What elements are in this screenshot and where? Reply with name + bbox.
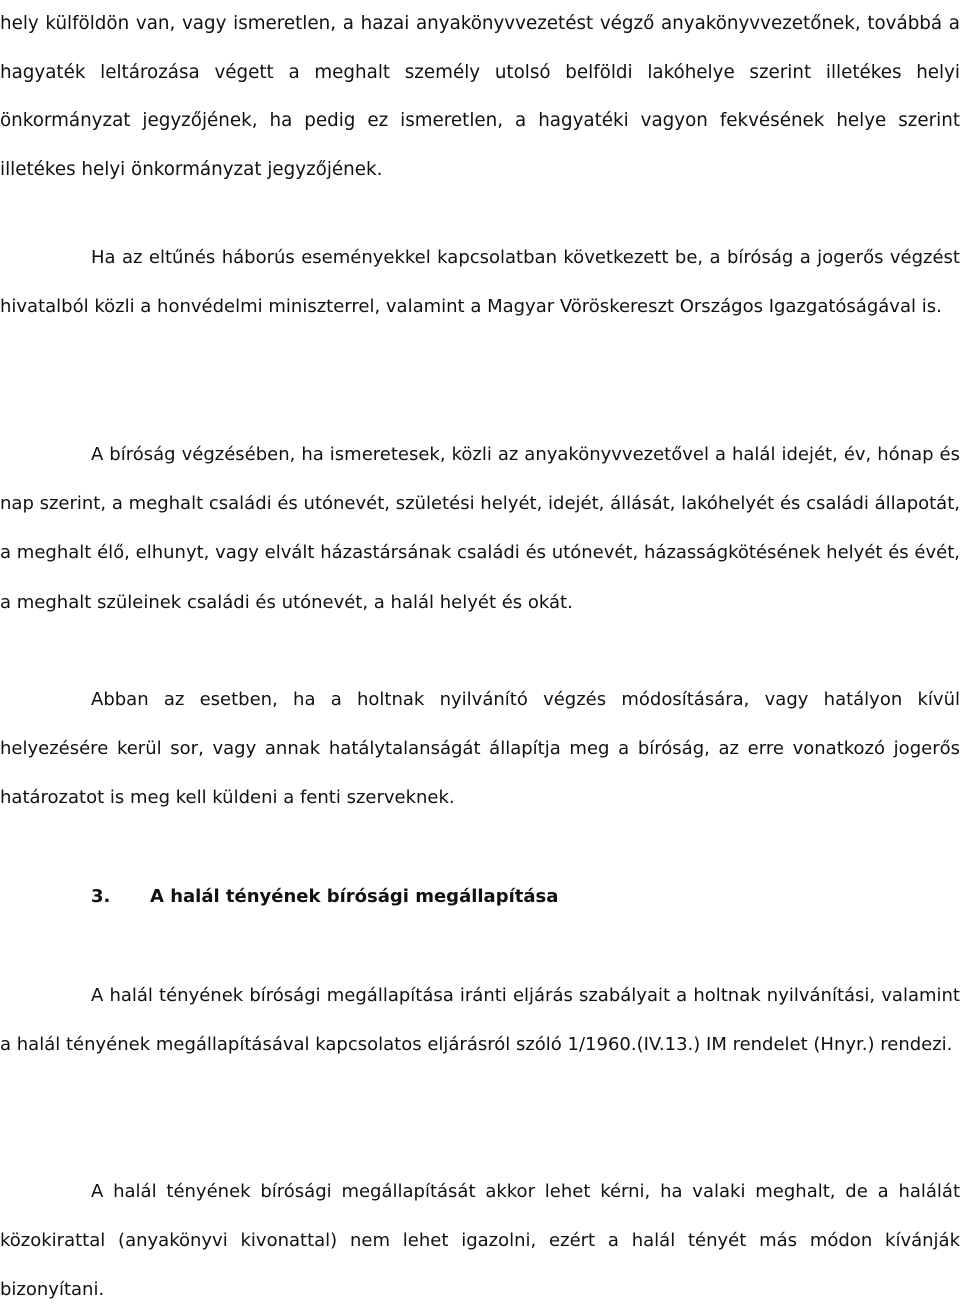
paragraph-court-order-details: A bíróság végzésében, ha ismeretesek, közli az anyakönyvvezetővel a halál idejét, év, hónap és nap szerint, a meghalt családi és utónevét, születési helyét, idejét, állását, lakóhelyét és családi állapotát, a meghalt élő, elhunyt, vagy elvált házastársának családi és utónevét, házasságkötésének helyét és évét, a meghalt szüleinek családi és utónevét, a halál helyét és okát. — [0, 444, 960, 613]
paragraph-when-requestable: A halál tényének bírósági megállapítását akkor lehet kérni, ha valaki meghalt, de a halálát közokirattal (anyakönyvi kivonattal) nem lehet igazolni, ezért a halál tényét más módon kívánják bizonyítani. — [0, 1181, 960, 1301]
section-title: A halál tényének bírósági megállapítása — [150, 886, 559, 907]
paragraph-procedure-rules: A halál tényének bírósági megállapítása iránti eljárás szabályait a holtnak nyilvánítási, valamint a halál tényének megállapításával kapcsolatos eljárásról szóló 1/1960.(IV.13.) IM rendelet (Hnyr.) rendezi. — [0, 985, 960, 1056]
paragraph-continuation: hely külföldön van, vagy ismeretlen, a hazai anyakönyvvezetést végző anyakönyvvezetőnek, továbbá a hagyaték leltározása végett a meghalt személy utolsó belföldi lakóhelye szerint illetékes helyi önkormányzat jegyzőjének, ha pedig ez ismeretlen, a hagyatéki vagyon fekvésének helye szerint illetékes helyi önkormányzat jegyzőjének. — [0, 13, 960, 180]
paragraph-war-disappearance: Ha az eltűnés háborús eseményekkel kapcsolatban következett be, a bíróság a jogerős végzést hivatalból közli a honvédelmi miniszterrel, valamint a Magyar Vöröskereszt Országos Igazgatóságával is. — [0, 247, 960, 318]
paragraph-modification: Abban az esetben, ha a holtnak nyilvánító végzés módosítására, vagy hatályon kívül helyezésére kerül sor, vagy annak hatálytalanságát állapítja meg a bíróság, az erre vonatkozó jogerős határozatot is meg kell küldeni a fenti szerveknek. — [0, 689, 960, 809]
section-heading — [91, 872, 558, 921]
section-number: 3. — [91, 886, 111, 907]
